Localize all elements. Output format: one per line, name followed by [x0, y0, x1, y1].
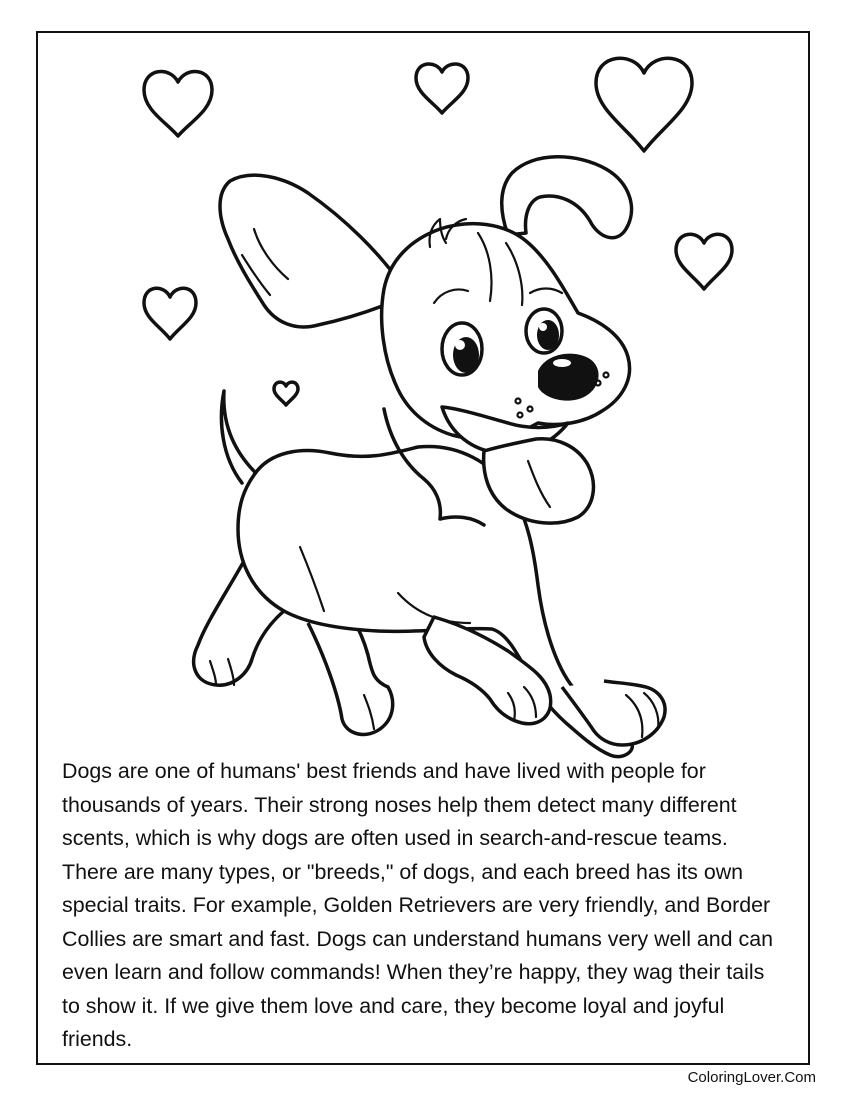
dog-tail [221, 391, 260, 483]
heart-icon [274, 382, 298, 405]
heart-icon [144, 72, 212, 136]
watermark: ColoringLover.Com [687, 1069, 816, 1086]
page-frame [36, 31, 810, 1065]
dog-left-ear [220, 175, 396, 327]
heart-icon [416, 64, 468, 113]
dog-illustration [38, 33, 808, 763]
description-text: Dogs are one of humans' best friends and have lived with people for thousands of years. Their strong noses help them detect many different scents, which is why dogs are often used in search-and-rescue teams. There are many types, or "breeds," of dogs, and each breed has its own special traits. For example, Golden Retrievers are very friendly, and Border Collies are smart and fast. Dogs can understand humans very well and can even learn and follow commands! When they’re happy, they wag their tails to show it. If we give them love and care, they become loyal and joyful friends. [62, 759, 774, 1051]
dog-right-ear [502, 157, 632, 238]
heart-icon [676, 234, 732, 289]
dog-head [382, 224, 630, 439]
heart-icon [144, 288, 196, 339]
heart-icon [596, 58, 692, 151]
